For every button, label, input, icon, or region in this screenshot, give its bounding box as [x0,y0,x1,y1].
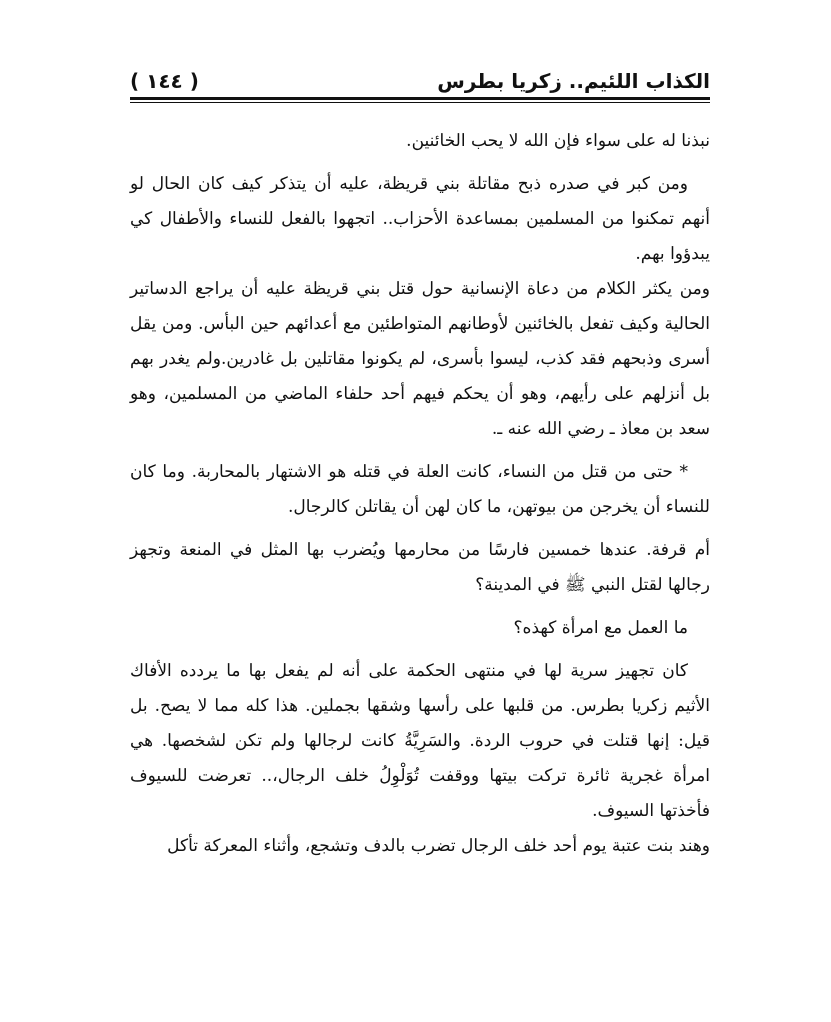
paragraph-3: ومن يكثر الكلام من دعاة الإنسانية حول قتل بني قريظة عليه أن يراجع الدساتير الحالية وكيف تفعل بالخائنين لأوطانهم المتواطئين مع أعدائهم حين البأس. ومن يقل أسرى وذبحهم فقد كذب، ليسوا بأسرى، لم يكونوا مقاتلين بل غادرين.ولم يغدر بهم بل أنزلهم على رأيهم، وهو أن يحكم فيهم أحد حلفاء الماضي من المسلمين، وهو سعد بن معاذ ـ رضي الله عنه ـ. [130,279,710,439]
paragraph-5: أم قرفة. عندها خمسين فارسًا من محارمها ويُضرب بها المثل في المنعة وتجهز رجالها لقتل النبي ﷺ في المدينة؟ [130,540,710,595]
paragraph-6: ما العمل مع امرأة كهذه؟ [513,618,688,638]
paragraph-8: وهند بنت عتبة يوم أحد خلف الرجال تضرب بالدف وتشجع، وأثناء المعركة تأكل [167,836,710,856]
header-rule-thick [130,97,710,100]
header-rule-thin [130,102,710,103]
paragraph-7: كان تجهيز سرية لها في منتهى الحكمة على أنه لم يفعل بها ما يردده الأفاك الأثيم زكريا بطرس. من قلبها على رأسها وشقها بجملين. هذا كله مما لا يصح. بل قيل: إنها قتلت في حروب الردة. والسَرِيَّةُ كانت لرجالها ولم تكن لشخصها. هي امرأة غجرية ثائرة تركت بيتها ووقفت تُوَلْوِلُ خلف الرجال،.. تعرضت للسيوف فأخذتها السيوف. [130,661,710,821]
paragraph-1: نبذنا له على سواء فإن الله لا يحب الخائنين. [406,131,710,151]
page-header [130,66,710,98]
running-title: الكذاب اللئيم.. زكريا بطرس [437,69,710,93]
paragraph-2: ومن كبر في صدره ذبح مقاتلة بني قريظة، عليه أن يتذكر كيف كان الحال لو أنهم تمكنوا من المسلمين بمساعدة الأحزاب.. اتجهوا بالفعل للنساء والأطفال كي يبدؤوا بهم. [130,174,710,264]
page-number: ( ١٤٤ ) [130,69,199,93]
paragraph-4: * حتى من قتل من النساء، كانت العلة في قتله هو الاشتهار بالمحاربة. وما كان للنساء أن يخرجن من بيوتهن، ما كان لهن أن يقاتلن كالرجال. [130,462,710,517]
body-text [130,124,710,864]
